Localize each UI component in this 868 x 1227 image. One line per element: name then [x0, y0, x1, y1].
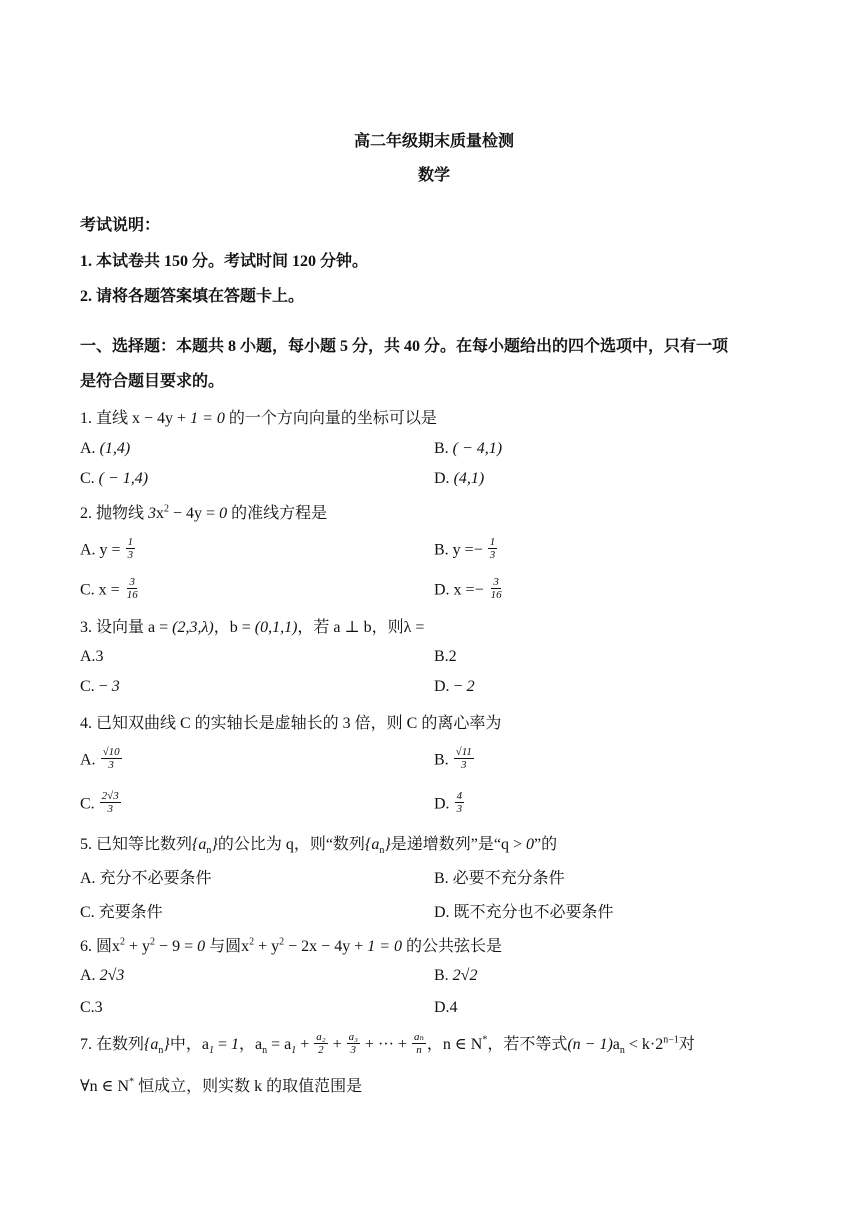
q5-option-c: C. 充要条件 — [80, 904, 163, 921]
instructions-heading: 考试说明： — [80, 217, 161, 234]
q6-option-b: B. 2√2 — [434, 967, 478, 984]
q2-option-d: D. x =− $\frac{3}{16}$ — [434, 576, 502, 602]
q3-option-c: C. − 3 — [80, 678, 120, 695]
q3-option-d: D. − 2 — [434, 678, 475, 695]
instruction-item: 1. 本试卷共 150 分。考试时间 120 分钟。 — [80, 253, 369, 270]
question-7-stem-cont: ∀n ∈ N* 恒成立，则实数 k 的取值范围是 — [80, 1076, 363, 1095]
exam-title: 高二年级期末质量检测 — [353, 133, 514, 150]
q5-option-b: B. 必要不充分条件 — [434, 870, 565, 887]
q6-option-c: C.3 — [80, 999, 103, 1016]
q4-option-d: D. $\frac{4}{3}$ — [434, 790, 463, 816]
q4-option-c: C. $\frac{2√3}{3}$ — [80, 790, 119, 816]
question-2-stem: 2. 抛物线 $3x^2 - 4y = 0$ 的准线方程是 — [80, 503, 328, 522]
question-6-stem: 6. 圆$x^2 + y^2 - 9 = 0$ 与圆$x^2 + y^2 - 2x - 4y + 1 = 0$ 的公共弦长是 — [80, 936, 503, 955]
q1-option-d: D. (4,1) — [434, 470, 485, 487]
exam-subject: 数学 — [417, 167, 450, 184]
q1-option-c: C. ( − 1,4) — [80, 470, 149, 487]
q5-option-a: A. 充分不必要条件 — [80, 870, 212, 887]
q2-option-a: A. y = $\frac{1}{3}$ — [80, 536, 134, 562]
q4-option-b: B. $\frac{√11}{3}$ — [434, 746, 472, 772]
q1-option-a: A. (1,4) — [80, 440, 131, 457]
question-4-stem: 4. 已知双曲线 C 的实轴长是虚轴长的 3 倍，则 C 的离心率为 — [80, 715, 502, 732]
q3-option-a: A.3 — [80, 648, 104, 665]
q6-option-d: D.4 — [434, 999, 458, 1016]
q3-option-b: B.2 — [434, 648, 457, 665]
q2-option-b: B. y =− $\frac{1}{3}$ — [434, 536, 496, 562]
q5-option-d: D. 既不充分也不必要条件 — [434, 904, 614, 921]
question-3-stem: 3. 设向量 a = (2,3,λ)，b = (0,1,1)，若 a ⊥ b，则λ = — [80, 619, 425, 636]
section-heading: 一、选择题：本题共 8 小题，每小题 5 分，共 40 分。在每小题给出的四个选项中，只有一项 — [80, 338, 729, 355]
section-heading-cont: 是符合题目要求的。 — [80, 373, 225, 390]
question-1-stem: 1. 直线 x − 4y + 1 = 0 的一个方向向量的坐标可以是 — [80, 410, 437, 427]
q1-option-b: B. ( − 4,1) — [434, 440, 503, 457]
question-5-stem: 5. 已知等比数列$\{a_n\}$的公比为 q，则“数列$\{a_n\}$是递增数列”是“q > 0”的 — [80, 836, 558, 857]
q2-option-c: C. x = $\frac{3}{16}$ — [80, 576, 138, 602]
question-7-stem: 7. 在数列$\{a_n\}$中，$a_1 = 1$，$a_n = a_1$ + $\frac{\text{a₂}}{2}$ + $\frac{\text{a₃}}{3}$ + ··· + $\frac{\text{aₙ}}{n}$ ，n ∈ N*，若不等式$(n - 1)a_n < k\cdot 2^{n-1}$对 — [80, 1030, 695, 1057]
instruction-item: 2. 请将各题答案填在答题卡上。 — [80, 288, 305, 305]
q6-option-a: A. 2√3 — [80, 967, 125, 984]
q4-option-a: A. $\frac{√10}{3}$ — [80, 746, 120, 772]
